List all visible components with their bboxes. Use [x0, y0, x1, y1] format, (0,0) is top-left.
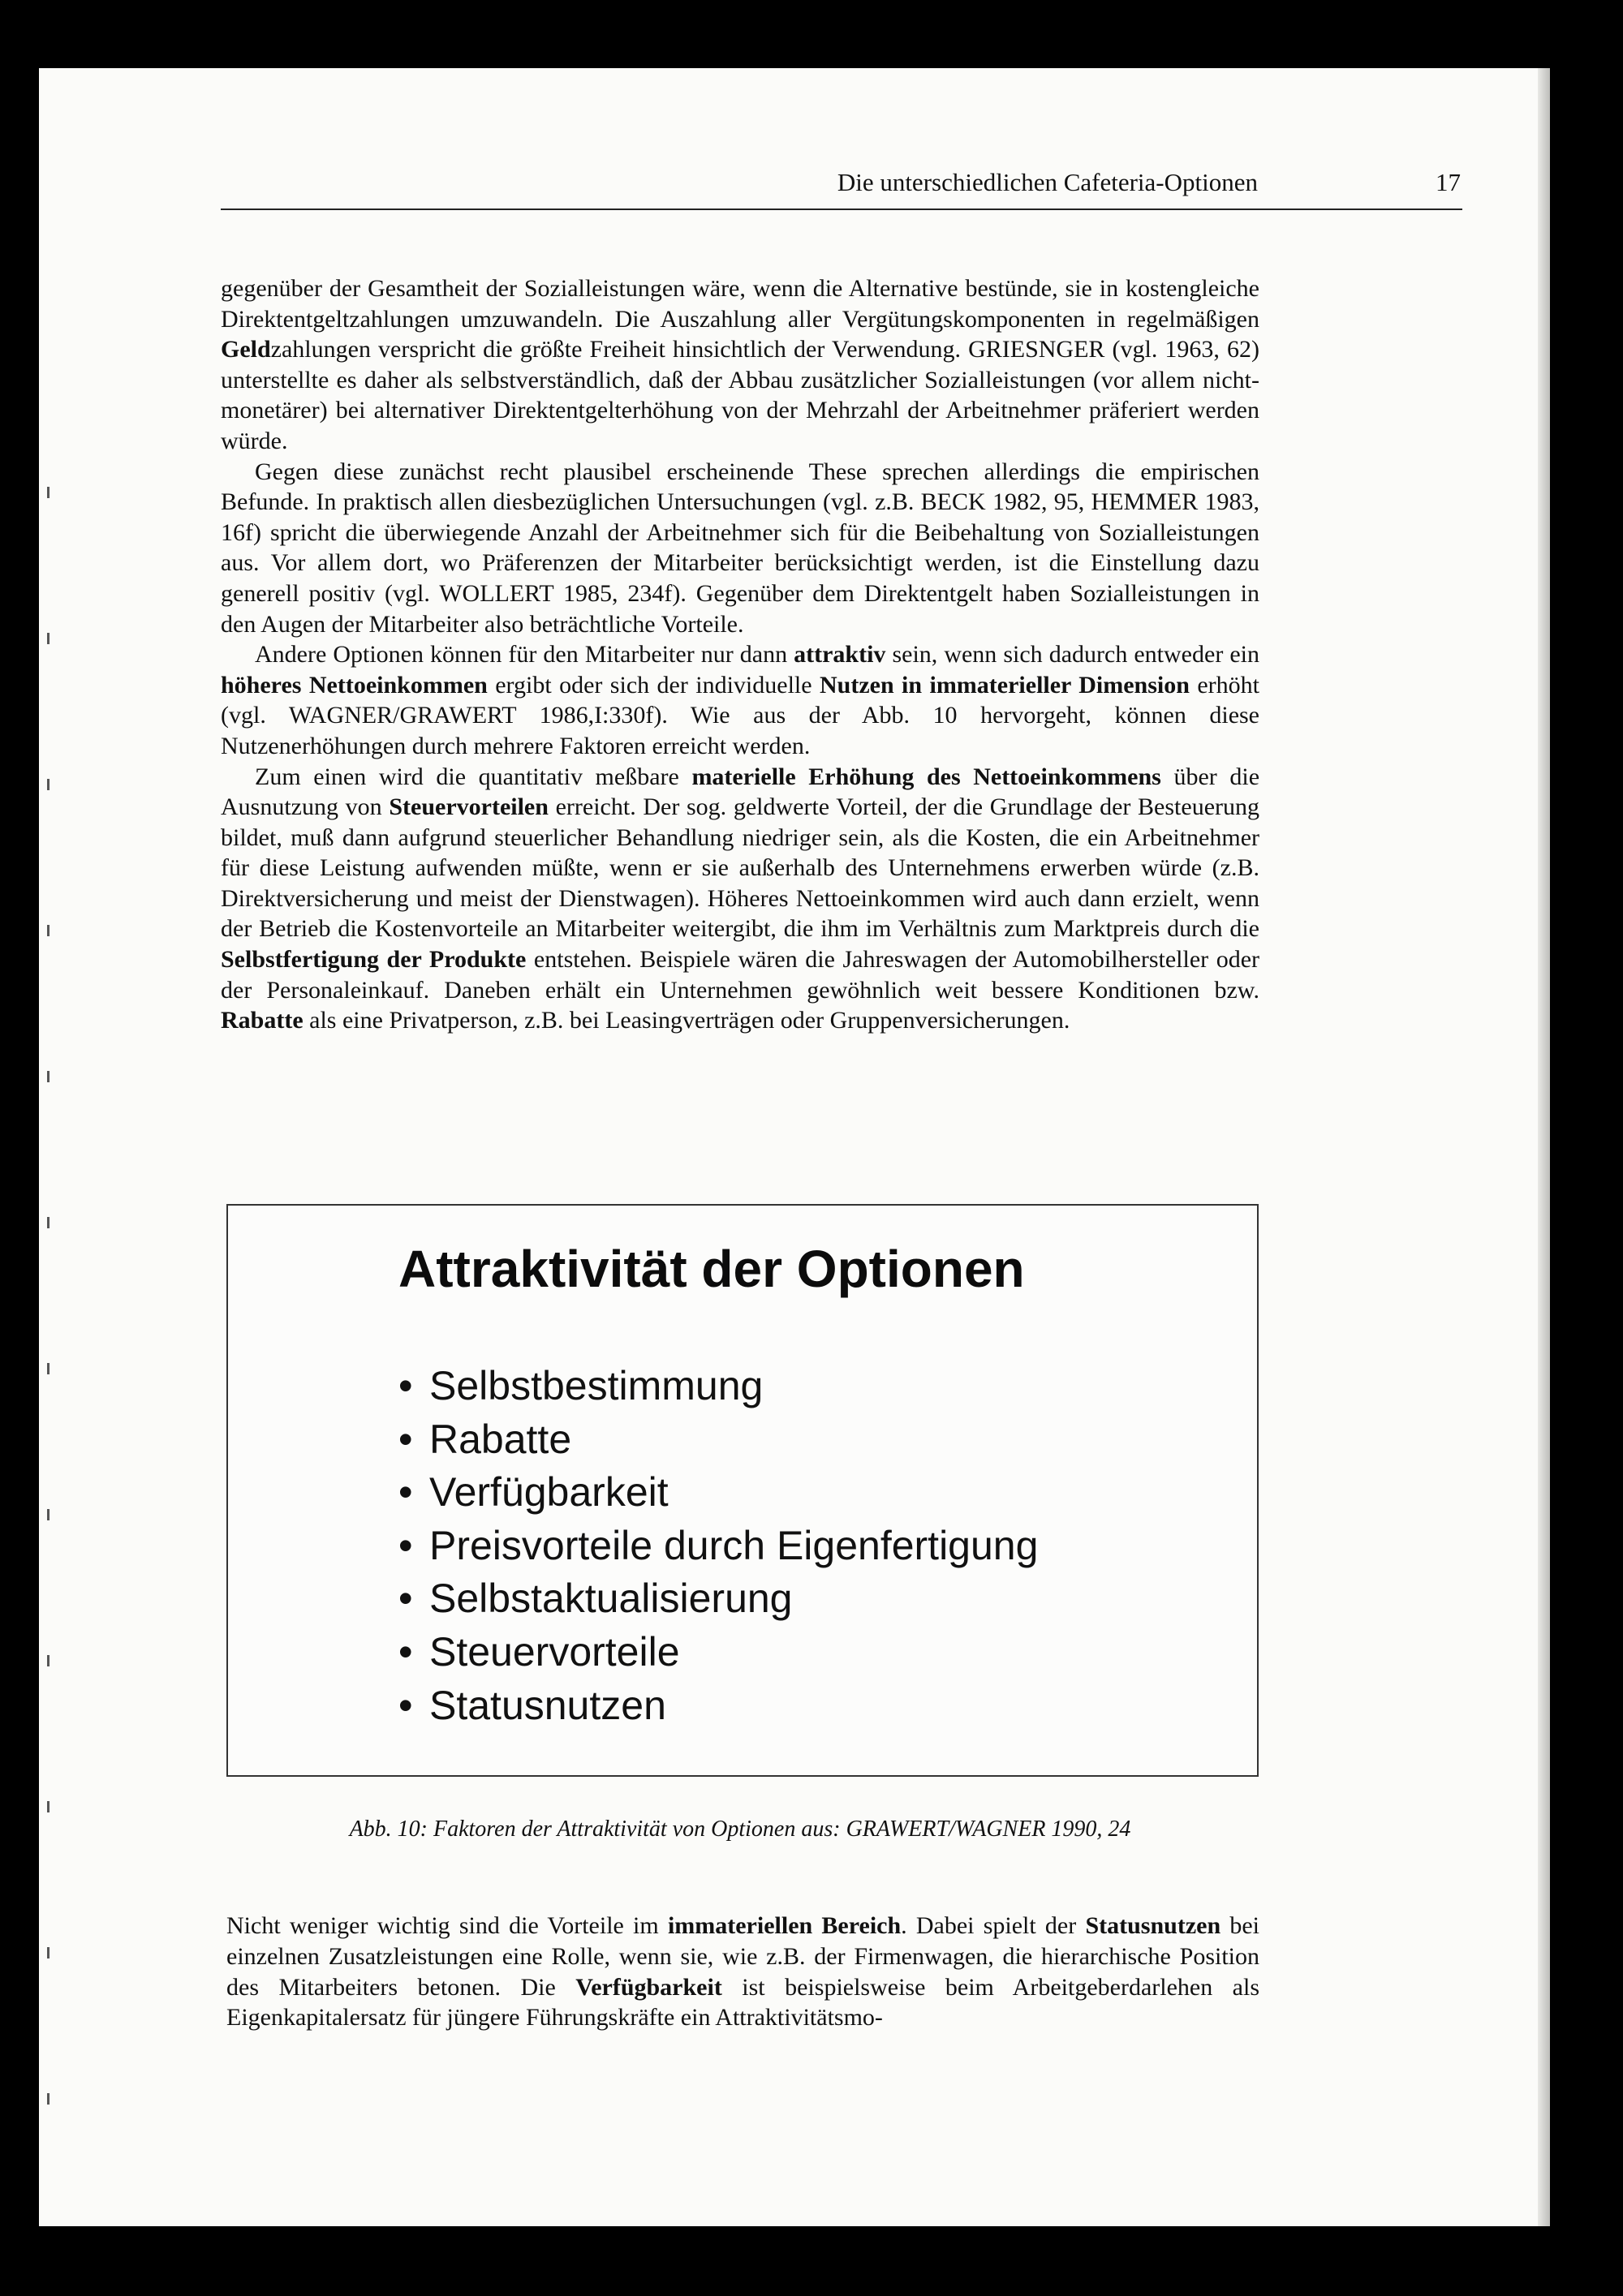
bold-term: Geld — [221, 336, 271, 363]
figure-list-item-label: Rabatte — [429, 1416, 572, 1462]
bold-term: immateriellen Bereich — [667, 1912, 902, 1939]
bullet-icon: • — [398, 1469, 413, 1516]
text-run: Nicht weniger wichtig sind die Vorteile im — [226, 1912, 668, 1939]
bold-term: höheres Nettoeinkommen — [221, 671, 488, 699]
paragraph — [226, 1911, 1259, 2033]
text-run: Zum einen wird die quantitativ meßbare — [255, 763, 692, 790]
text-run: erreicht. Der sog. geldwerte Vorteil, der die Grundlage der Besteuerung bildet, muß dann aufgrund steuerlicher Behandlung niedriger sein, als die Kosten, die ein Arbeitnehmer für diese Leistung aufwenden müßte, wenn er sie außerhalb des Unternehmens erwerben würde (z.B. Direktversicherung und meist der Dienstwagen). Höheres Nettoeinkommen wird auch dann erzielt, wenn der Betrieb die Kostenvorteile an Mitarbeiter weitergibt, die ihm im Verhältnis zum Marktpreis durch die — [221, 793, 1259, 943]
binding-edge-mark — [47, 2093, 50, 2105]
body-text-continued — [226, 1911, 1259, 2033]
bold-term: Statusnutzen — [1085, 1912, 1221, 1939]
bold-term: Steuervorteilen — [389, 793, 549, 821]
figure-title: Attraktivität der Optionen — [398, 1240, 1025, 1298]
figure-list-item-label: Statusnutzen — [429, 1682, 666, 1728]
running-header-title: Die unterschiedlichen Cafeteria-Optionen — [837, 168, 1258, 196]
bold-term: Rabatte — [221, 1007, 304, 1034]
figure-list-item — [398, 1360, 1038, 1413]
paragraph — [221, 457, 1259, 640]
bold-term: attraktiv — [794, 641, 886, 669]
binding-edge-mark — [47, 779, 50, 790]
bold-term: Verfügbarkeit — [575, 1973, 722, 2001]
bullet-icon: • — [398, 1522, 413, 1568]
text-run: über die Ausnutzung von — [221, 763, 1260, 821]
text-run: . Dabei spielt der — [901, 1912, 1086, 1939]
binding-edge-mark — [47, 1071, 50, 1082]
figure-caption: Abb. 10: Faktoren der Attraktivität von Optionen aus: GRAWERT/WAGNER 1990, 24 — [349, 1817, 1131, 1842]
bullet-icon: • — [398, 1363, 413, 1408]
figure-list-item — [398, 1520, 1038, 1573]
page-fold-shadow — [1538, 68, 1550, 2226]
text-run: ergibt oder sich der individuelle — [487, 671, 820, 699]
text-run: erhöht (vgl. WAGNER/GRAWERT 1986,I:330f). Wie aus der Abb. 10 hervorgeht, können diese Nutzenerhöhungen durch mehrere Faktoren erreicht werden. — [221, 671, 1259, 759]
bold-term: Nutzen in immaterieller Dimension — [819, 671, 1190, 699]
figure-list-item — [398, 1626, 1038, 1679]
binding-edge-mark — [47, 925, 50, 936]
binding-edge-mark — [47, 1363, 50, 1374]
figure-bullet-list — [398, 1360, 1038, 1732]
text-run: sein, wenn sich dadurch entweder ein — [885, 641, 1259, 669]
body-text — [221, 273, 1259, 1036]
figure-list-item-label: Selbstaktualisierung — [429, 1576, 793, 1622]
page-number: 17 — [1436, 168, 1461, 196]
bold-term: Selbstfertigung der Produkte — [221, 946, 527, 974]
figure-list-item-label: Steuervorteile — [429, 1628, 680, 1675]
text-run: Gegen diese zunächst recht plausibel erscheinende These sprechen allerdings die empirischen Befunde. In praktisch allen diesbezüglichen Untersuchungen (vgl. z.B. BECK 1982, 95, HEMMER 1983, 16f) spricht die überwiegende Anzahl der Arbeitnehmer sich für die Beibehaltung von Sozialleistungen aus. Vor allem dort, wo Präferenzen der Mitarbeiter berücksichtigt werden, ist die Einstellung dazu generell positiv (vgl. WOLLERT 1985, 234f). Gegenüber dem Direktentgelt haben Sozialleistungen in den Augen der Mitarbeiter also beträchtliche Vorteile. — [221, 458, 1259, 638]
text-run: entstehen. Beispiele wären die Jahreswagen der Automobilhersteller oder der Personaleinkauf. Daneben erhält ein Unternehmen gewöhnlich weit bessere Konditionen bzw. — [221, 946, 1260, 1004]
bullet-icon: • — [398, 1628, 413, 1675]
text-run: ist beispielsweise beim Arbeitgeberdarlehen als Eigenkapitalersatz für jüngere Führungskräfte ein Attraktivitätsmo- — [226, 1973, 1260, 2032]
binding-edge-mark — [47, 487, 50, 498]
binding-edge-mark — [47, 1509, 50, 1520]
text-run: Andere Optionen können für den Mitarbeiter nur dann — [255, 641, 794, 669]
paragraph — [221, 273, 1259, 457]
text-run: gegenüber der Gesamtheit der Sozialleistungen wäre, wenn die Alternative bestünde, sie in kostengleiche Direktentgeltzahlungen umzuwandeln. Die Auszahlung aller Vergütungskomponenten in regelmäßigen — [221, 275, 1259, 333]
figure-list-item — [398, 1466, 1038, 1520]
binding-edge-mark — [47, 1947, 50, 1958]
text-run: bei einzelnen Zusatzleistungen eine Rolle, wenn sie, wie z.B. der Firmenwagen, die hierarchische Position des Mitarbeiters betonen. Die — [226, 1912, 1260, 2001]
binding-edge-mark — [47, 1801, 50, 1812]
binding-edge-mark — [47, 1217, 50, 1228]
paragraph — [221, 639, 1259, 761]
bullet-icon: • — [398, 1576, 413, 1622]
figure-list-item-label: Verfügbarkeit — [429, 1469, 669, 1516]
figure-box — [226, 1204, 1259, 1777]
bold-term: materielle Erhöhung des Nettoeinkommens — [691, 763, 1161, 790]
text-run: zahlungen verspricht die größte Freiheit hinsichtlich der Verwendung. GRIESNGER (vgl. 1963, 62) unterstellte es daher als selbstverständlich, daß der Abbau zusätzlicher Sozialleistungen (vor allem nicht-monetärer) bei alternativer Direktentgelterhöhung von der Mehrzahl der Arbeitnehmer präferiert werden würde. — [221, 336, 1259, 454]
bullet-icon: • — [398, 1416, 413, 1462]
paragraph — [221, 762, 1259, 1036]
header-rule — [221, 209, 1462, 210]
figure-list-item-label: Selbstbestimmung — [429, 1363, 764, 1408]
figure-list-item — [398, 1413, 1038, 1467]
text-run: als eine Privatperson, z.B. bei Leasingverträgen oder Gruppenversicherungen. — [303, 1007, 1070, 1034]
binding-edge-mark — [47, 633, 50, 644]
binding-edge-mark — [47, 1655, 50, 1666]
figure-list-item-label: Preisvorteile durch Eigenfertigung — [429, 1522, 1039, 1568]
bullet-icon: • — [398, 1682, 413, 1728]
figure-list-item — [398, 1679, 1038, 1733]
figure-list-item — [398, 1572, 1038, 1626]
